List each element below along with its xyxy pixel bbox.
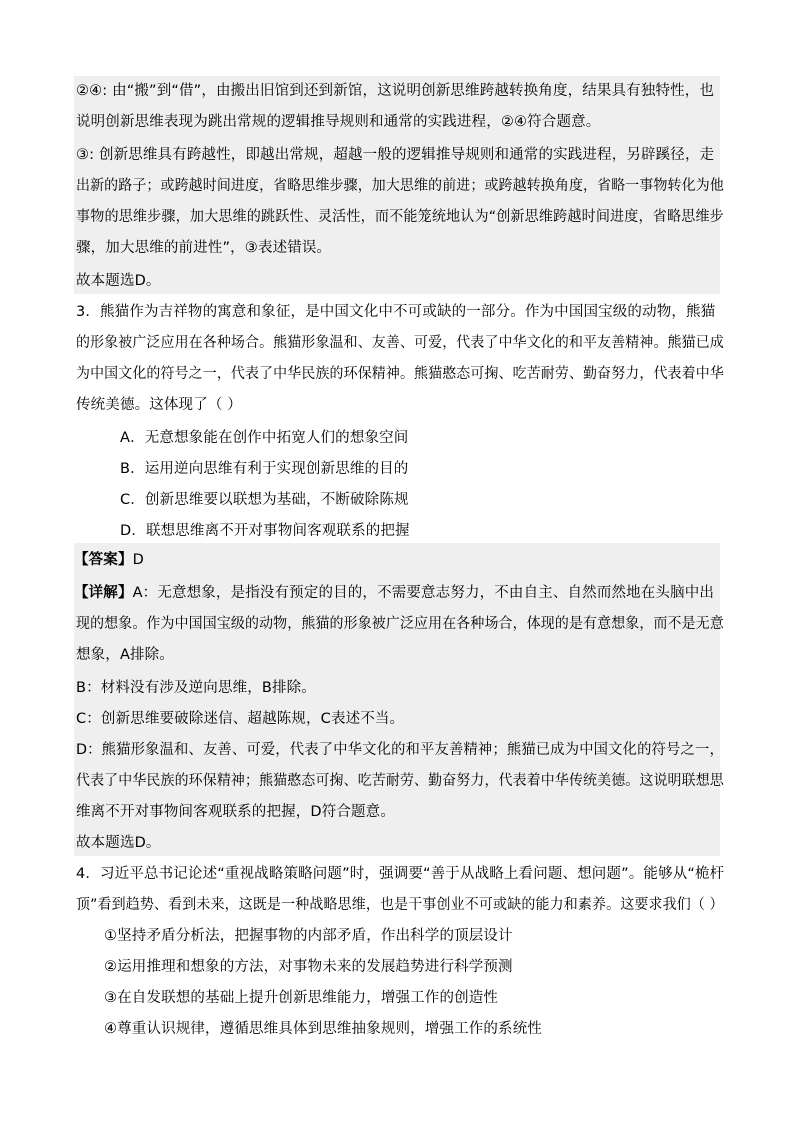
explanation-line: ②④: 由“搬”到“借”，由搬出旧馆到还到新馆，这说明创新思维跨越转换角度，结果具有独特性，也: [76, 83, 715, 99]
explanation-line: 说明创新思维表现为跳出常规的逻辑推导规则和通常的实践进程，②④符合题意。: [76, 114, 601, 130]
detail-line: D：熊猫形象温和、友善、可爱，代表了中华文化的和平友善精神；熊猫已成为中国文化的符号之一，: [76, 742, 724, 758]
detail-line: 现的想象。作为中国国宝级的动物，熊猫的形象被广泛应用在各种场合，体现的是有意想象，而不是无意: [76, 616, 724, 632]
explanation-line: 事物的思维步骤，加大思维的跳跃性、灵活性，而不能笼统地认为“创新思维跨越时间进度，省略思维步: [76, 209, 724, 225]
question-stem-line: 3．熊猫作为吉祥物的寓意和象征，是中国文化中不可或缺的一部分。作为中国国宝级的动物，熊猫: [76, 304, 716, 320]
detail-line: C：创新思维要破除迷信、超越陈规，C表述不当。: [76, 711, 405, 727]
answer-line: [74, 550, 144, 570]
explanation-line: 骤，加大思维的前进性”，③表述错误。: [76, 240, 332, 256]
statement-3: ③在自发联想的基础上提升创新思维能力，增强工作的创造性: [104, 990, 499, 1006]
statement-4: ④尊重认识规律，遵循思维具体到思维抽象规则，增强工作的系统性: [104, 1021, 542, 1037]
answer-tag: 【答案】: [74, 552, 133, 568]
detail-tag: 【详解】: [74, 585, 133, 601]
statement-2: ②运用推理和想象的方法，对事物未来的发展趋势进行科学预测: [104, 959, 513, 975]
detail-text: A：无意想象，是指没有预定的目的，不需要意志努力，不由自主、自然而然地在头脑中出: [132, 585, 715, 601]
question-stem-line: 顶”看到趋势、看到未来，这既是一种战略思维，也是干事创业不可或缺的能力和素养。这要求我们（ ）: [76, 897, 724, 913]
detail-line: 维离不开对事物间客观联系的把握，D符合题意。: [76, 804, 395, 820]
detail-line: [74, 583, 714, 603]
detail-line: B：材料没有涉及逆向思维，B排除。: [76, 680, 316, 696]
detail-line: 想象，A排除。: [76, 647, 174, 663]
option-a: A．无意想象能在创作中拓宽人们的想象空间: [120, 430, 409, 446]
explanation-line: ③: 创新思维具有跨越性，即越出常规，超越一般的逻辑推导规则和通常的实践进程，另辟蹊径，走: [76, 147, 715, 163]
question-stem-line: 为中国文化的符号之一，代表了中华民族的环保精神。熊猫憨态可掬、吃苦耐劳、勤奋努力，代表着中华: [76, 366, 724, 382]
conclusion-line: 故本题选D。: [76, 273, 161, 289]
conclusion-line: 故本题选D。: [76, 835, 161, 851]
answer-value: D: [132, 552, 144, 568]
question-stem-line: 的形象被广泛应用在各种场合。熊猫形象温和、友善、可爱，代表了中华文化的和平友善精神。熊猫已成: [76, 335, 724, 351]
question-stem-line: 4．习近平总书记论述“重视战略策略问题”时，强调要“善于从战略上看问题、想问题”。能够从“桅杆: [76, 866, 725, 882]
question-stem-line: 传统美德。这体现了（ ）: [76, 397, 242, 413]
explanation-line: 出新的路子；或跨越时间进度，省略思维步骤，加大思维的前进；或跨越转换角度，省略一事物转化为他: [76, 178, 724, 194]
option-c: C．创新思维要以联想为基础，不断破除陈规: [120, 492, 409, 508]
detail-line: 代表了中华民族的环保精神；熊猫憨态可掬、吃苦耐劳、勤奋努力，代表着中华传统美德。这说明联想思: [76, 773, 724, 789]
option-d: D．联想思维离不开对事物间客观联系的把握: [120, 523, 410, 539]
option-b: B．运用逆向思维有利于实现创新思维的目的: [120, 461, 409, 477]
statement-1: ①坚持矛盾分析法，把握事物的内部矛盾，作出科学的顶层设计: [104, 928, 513, 944]
